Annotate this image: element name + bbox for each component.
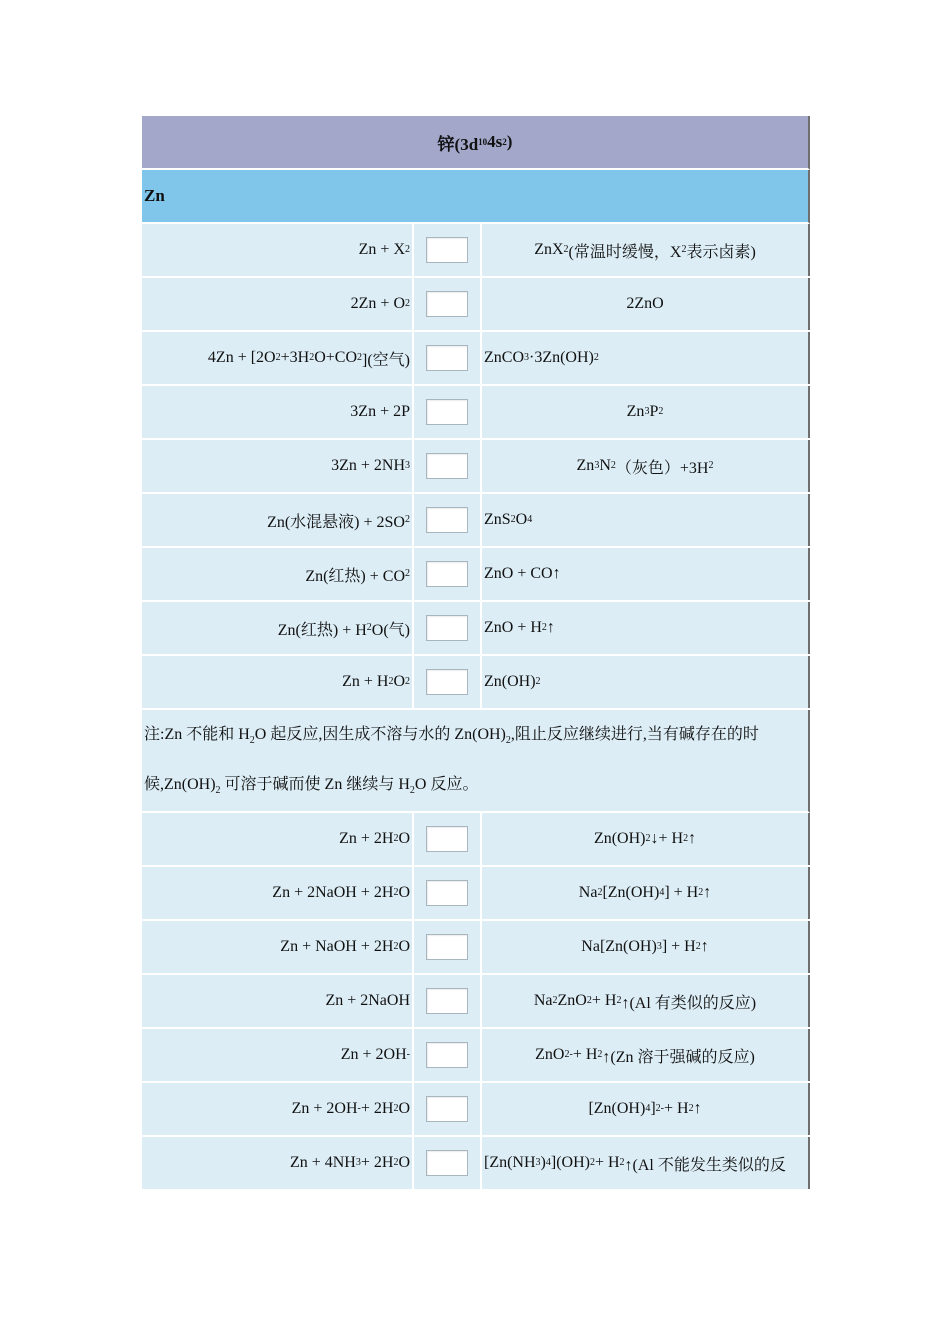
reaction-row: [142, 1137, 810, 1191]
reaction-condition-box: [426, 669, 468, 695]
products-cell: Zn 3 P 2: [482, 386, 810, 438]
reaction-condition-box: [426, 399, 468, 425]
reactants-cell: Zn + X 2: [142, 224, 414, 276]
arrow-cell: [414, 224, 482, 276]
arrow-cell: [414, 386, 482, 438]
note-block: [142, 710, 810, 813]
reaction-row: [142, 602, 810, 656]
reactants-cell: Zn + 2OH - + 2H 2 O: [142, 1083, 414, 1135]
arrow-cell: [414, 867, 482, 919]
reaction-row: [142, 656, 810, 710]
products-cell: ZnCO 3 ·3Zn(OH) 2: [482, 332, 810, 384]
arrow-cell: [414, 1083, 482, 1135]
reaction-row: [142, 813, 810, 867]
header-orbital: 4s: [487, 132, 503, 151]
products-cell: ZnO + H 2 ↑: [482, 602, 810, 654]
reaction-row: [142, 548, 810, 602]
section-heading: [142, 170, 810, 224]
products-cell: ZnO 2 - + H 2 ↑(Zn 溶于强碱的反应): [482, 1029, 810, 1081]
reactants-cell: Zn + 2H 2 O: [142, 813, 414, 865]
reaction-row: [142, 224, 810, 278]
products-cell: Zn(OH) 2 ↓+ H 2 ↑: [482, 813, 810, 865]
products-cell: Na 2 [Zn(OH) 4 ] + H 2 ↑: [482, 867, 810, 919]
reactants-cell: Zn(水混悬液) + 2SO 2: [142, 494, 414, 546]
note-line-1: 注:Zn 不能和 $H_2O$ 起反应,因生成不溶与水的 $Zn(OH)_2$,阻止反应继续进行,当有碱存在的时: [144, 726, 759, 746]
arrow-cell: [414, 440, 482, 492]
arrow-cell: [414, 278, 482, 330]
products-cell: [Zn(NH 3 ) 4 ](OH) 2 + H 2 ↑(Al 不能发生类似的反: [482, 1137, 810, 1189]
reactants-cell: Zn + 2OH -: [142, 1029, 414, 1081]
reactants-cell: 4Zn + [2O 2 +3H 2 O+CO 2 ](空气): [142, 332, 414, 384]
products-cell: ZnX 2 (常温时缓慢，X 2 表示卤素): [482, 224, 810, 276]
reactants-cell: Zn(红热) + CO 2: [142, 548, 414, 600]
reactants-cell: Zn + NaOH + 2H 2 O: [142, 921, 414, 973]
arrow-cell: [414, 1137, 482, 1189]
reactants-cell: Zn + 4NH 3 + 2H 2 O: [142, 1137, 414, 1189]
products-cell: 2ZnO: [482, 278, 810, 330]
note-line-2: 候$,Zn(OH)_2$ 可溶于碱而使 Zn 继续与 $H_2O$ 反应。: [144, 776, 479, 796]
reaction-condition-box: [426, 1042, 468, 1068]
reaction-condition-box: [426, 1096, 468, 1122]
reaction-condition-box: [426, 237, 468, 263]
arrow-cell: [414, 921, 482, 973]
arrow-cell: [414, 548, 482, 600]
reaction-row: [142, 440, 810, 494]
reaction-rows-top: [142, 224, 810, 710]
reaction-condition-box: [426, 291, 468, 317]
reaction-row: [142, 975, 810, 1029]
products-cell: ZnO + CO↑: [482, 548, 810, 600]
arrow-cell: [414, 1029, 482, 1081]
reactants-cell: 3Zn + 2P: [142, 386, 414, 438]
arrow-cell: [414, 332, 482, 384]
reaction-condition-box: [426, 826, 468, 852]
reaction-row: [142, 332, 810, 386]
reactants-cell: Zn(红热) + H 2 O(气): [142, 602, 414, 654]
reaction-row: [142, 1029, 810, 1083]
reaction-row: [142, 921, 810, 975]
section-label: Zn: [144, 186, 165, 205]
element-header: 锌(3d 10 4s 2 ): [142, 116, 810, 170]
arrow-cell: [414, 656, 482, 708]
header-close: ): [506, 132, 513, 151]
reaction-condition-box: [426, 615, 468, 641]
reaction-rows-bottom: [142, 813, 810, 1191]
reaction-condition-box: [426, 1150, 468, 1176]
reaction-condition-box: [426, 561, 468, 587]
reaction-condition-box: [426, 880, 468, 906]
products-cell: Na[Zn(OH) 3 ] + H 2 ↑: [482, 921, 810, 973]
reaction-row: [142, 867, 810, 921]
arrow-cell: [414, 813, 482, 865]
reactants-cell: 3Zn + 2NH 3: [142, 440, 414, 492]
products-cell: Na 2 ZnO 2 + H 2 ↑(Al 有类似的反应): [482, 975, 810, 1027]
arrow-cell: [414, 975, 482, 1027]
reaction-row: [142, 1083, 810, 1137]
arrow-cell: [414, 602, 482, 654]
reactants-cell: Zn + 2NaOH: [142, 975, 414, 1027]
reactants-cell: Zn + H 2 O 2: [142, 656, 414, 708]
reaction-condition-box: [426, 988, 468, 1014]
products-cell: [Zn(OH) 4 ] 2- + H 2 ↑: [482, 1083, 810, 1135]
products-cell: ZnS 2 O 4: [482, 494, 810, 546]
reaction-row: [142, 494, 810, 548]
products-cell: Zn(OH) 2: [482, 656, 810, 708]
reaction-row: [142, 278, 810, 332]
products-cell: Zn 3 N 2 （灰色）+3H 2: [482, 440, 810, 492]
reaction-row: [142, 386, 810, 440]
reaction-condition-box: [426, 934, 468, 960]
reaction-table: [142, 116, 810, 1191]
reaction-condition-box: [426, 453, 468, 479]
reaction-condition-box: [426, 507, 468, 533]
reaction-condition-box: [426, 345, 468, 371]
arrow-cell: [414, 494, 482, 546]
header-element: 锌(3d: [437, 134, 479, 154]
reactants-cell: Zn + 2NaOH + 2H 2 O: [142, 867, 414, 919]
reactants-cell: 2Zn + O 2: [142, 278, 414, 330]
